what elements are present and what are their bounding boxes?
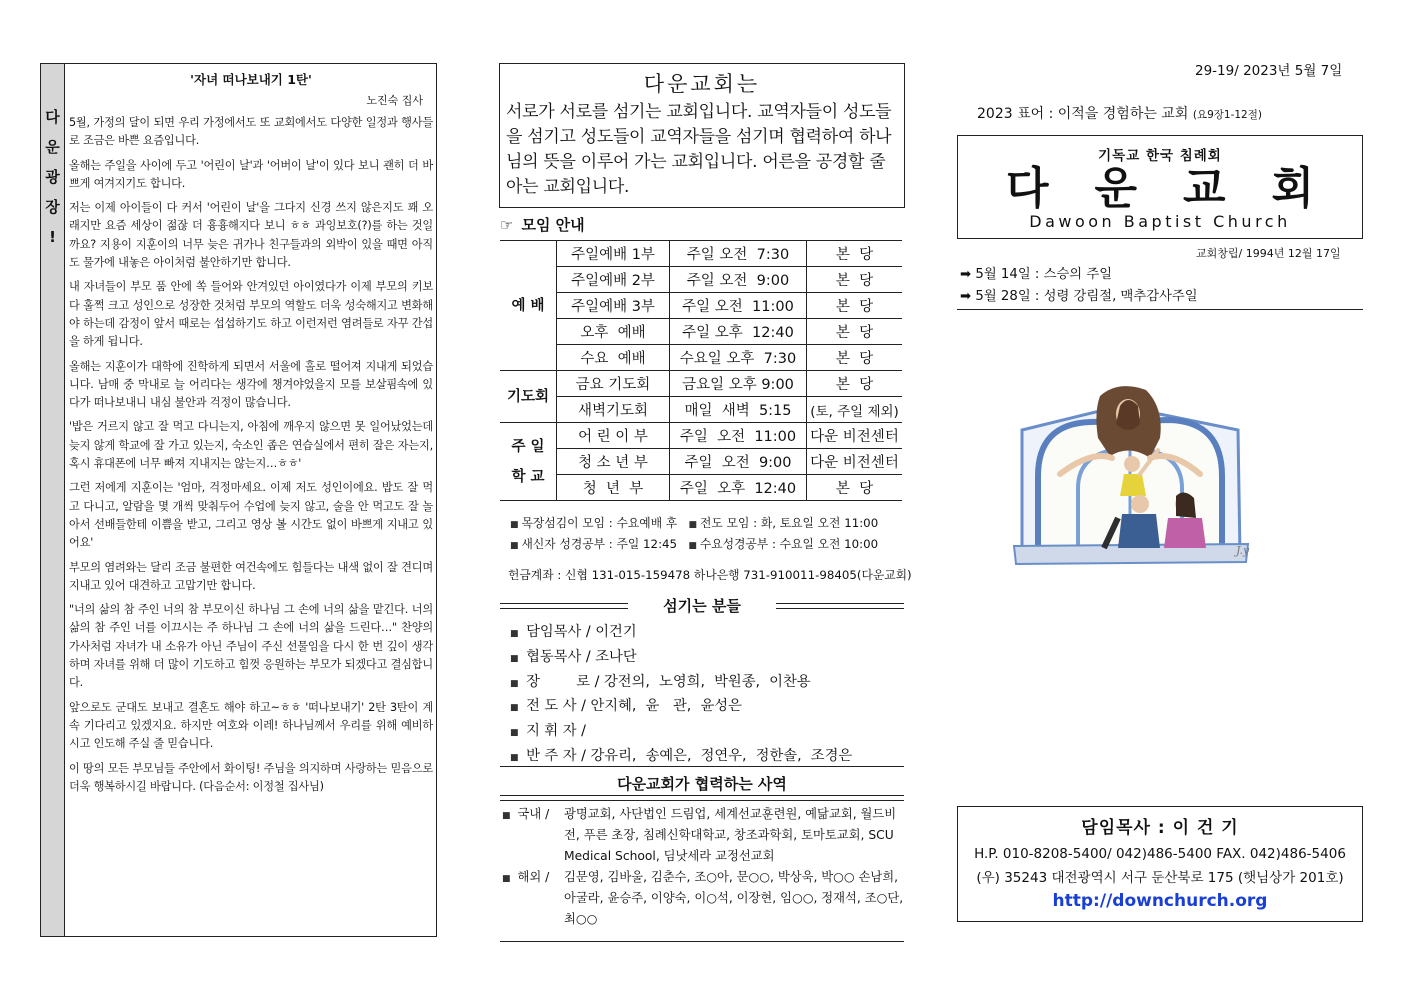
- side-title-char: !: [49, 228, 56, 246]
- list-item: [960, 286, 1198, 308]
- meeting-name: 새벽기도회: [557, 397, 670, 423]
- server-entry: 장 로 / 강전의, 노영희, 박원종, 이찬용: [526, 673, 811, 690]
- list-item: [510, 694, 910, 719]
- server-entry: 반 주 자 / 강유리, 송예은, 정연우, 정한솔, 조경은: [526, 747, 853, 764]
- pastor-name: 담임목사 : 이 건 기: [1081, 818, 1239, 838]
- church-title-box: [957, 135, 1363, 239]
- side-title-char: 운: [45, 138, 60, 156]
- essay-paragraph: 그런 저에게 지훈이는 '엄마, 걱정마세요. 이제 저도 성인이에요. 밥도 잘 먹고 다니고, 알람을 몇 개씩 맞춰두어 수업에 늦지 않고, 술을 안 먹고도 잘 놀아서 선배들한테 이쁨을 받고, 그리고 영상 볼 시간도 없이 바쁘게 지내고 있어요': [69, 481, 433, 550]
- table-row: [500, 345, 902, 371]
- divider: [500, 603, 628, 609]
- mission-title: 다운교회가 협력하는 사역: [617, 775, 787, 793]
- side-title-char: 다: [45, 108, 60, 126]
- essay-paragraph: 내 자녀들이 부모 품 안에 쏙 들어와 안겨있던 아이였다가 이제 부모의 키보다 훌쩍 크고 성인으로 성장한 것처럼 부모의 역할도 더욱 성숙해지고 변화해야 하는데 감정이 앞서 때로는 섭섭하기도 하고 이런저런 염려들로 자꾸 간섭을 하게 됩니다.: [69, 280, 433, 349]
- essay-paragraph: 저는 이제 아이들이 다 커서 '어린이 날'을 그다지 신경 쓰지 않은지도 꽤 오래지만 요즘 세상이 젊잖 더 흉흉해지다 보니 ㅎㅎ 과잉보호(?)를 하는 것일까요? 지용이 지훈이의 너무 늦은 귀가나 친구들과의 외박이 있을 때면 아직도 물가에 내놓은 아이처럼 불안하기만 합니다.: [69, 201, 433, 270]
- square-bullet-icon: ■: [688, 541, 697, 551]
- meeting-group-label: 주 일 학 교: [500, 423, 557, 501]
- divider: [500, 766, 904, 767]
- essay-author: 노진숙 집사: [366, 94, 423, 107]
- mission-value: 김문영, 김바울, 김춘수, 조○아, 문○○, 박상욱, 박○○ 손남희, 아굴라, 윤승주, 이양숙, 이○석, 이장현, 임○○, 정재석, 조○단, 최○○: [564, 870, 904, 926]
- table-row: [500, 449, 902, 475]
- meeting-name: 어 린 이 부: [557, 423, 670, 449]
- meeting-time: 금요일 오후 9:00: [670, 371, 807, 397]
- square-bullet-icon: ■: [510, 752, 519, 763]
- meeting-name: 청 년 부: [557, 475, 670, 501]
- square-bullet-icon: ■: [502, 874, 511, 884]
- arrow-right-icon: ➡: [960, 289, 972, 304]
- event-text: 5월 28일 : 성령 강림절, 맥추감사주일: [975, 289, 1198, 304]
- essay-paragraph: "너의 삶의 참 주인 너의 참 부모이신 하나님 그 손에 너의 삶을 맡긴다. 너의 삶의 참 주인 너를 이끄시는 주 하나님 그 손에 너의 삶을 드린다…" 찬양의 가사처럼 자녀가 내 소유가 아닌 주님이 주신 선물임을 다시 한 번 깊이 생각하며 자녀를 위해 더 많이 기도하고 힘껏 응원하는 부모가 되겠다고 결심합니다.: [69, 603, 433, 690]
- table-row: [500, 423, 902, 449]
- pointing-hand-icon: ☞: [500, 216, 514, 234]
- meeting-name: 주일예배 1부: [557, 241, 670, 267]
- divider: [957, 309, 1363, 310]
- meeting-place: 본 당: [807, 293, 903, 319]
- square-bullet-icon: ■: [510, 520, 519, 530]
- essay-title: '자녀 떠나보내기 1탄': [190, 72, 312, 87]
- meeting-place: 본 당: [807, 475, 903, 501]
- year-motto: [977, 103, 1262, 123]
- meeting-notes-line: [510, 535, 878, 552]
- square-bullet-icon: ■: [510, 629, 519, 639]
- server-entry: 협동목사 / 조나단: [526, 648, 637, 665]
- mission-label: 국내 /: [517, 807, 550, 821]
- meeting-place: 본 당: [807, 345, 903, 371]
- list-item: [500, 867, 904, 930]
- meeting-time: 주일 오전 11:00: [670, 293, 807, 319]
- meeting-group-label: 예 배: [500, 241, 557, 371]
- mission-value: 광명교회, 사단법인 드림업, 세계선교훈련원, 예닮교회, 월드비전, 푸른 초장, 침례신학대학교, 창조과학회, 토마토교회, SCU Medical School, 딤낫세라 교정선교회: [564, 807, 897, 863]
- meeting-time: 주일 오후 12:40: [670, 319, 807, 345]
- list-item: [510, 670, 910, 695]
- table-row: [500, 397, 902, 423]
- essay-paragraph: 5월, 가정의 달이 되면 우리 가정에서도 또 교회에서도 다양한 일정과 행사들로 조금은 바쁜 요즘입니다.: [69, 116, 433, 148]
- square-bullet-icon: ■: [510, 728, 519, 739]
- essay-panel: [40, 63, 437, 937]
- meeting-place: 다운 비전센터: [807, 449, 903, 475]
- mission-list: [500, 804, 904, 930]
- table-row: [500, 293, 902, 319]
- servers-title: 섬기는 분들: [663, 597, 741, 615]
- square-bullet-icon: ■: [510, 703, 519, 714]
- essay-paragraph: 앞으로도 군대도 보내고 결혼도 해야 하고~ㅎㅎ '떠나보내기' 2탄 3탄이 계속 기다리고 있겠지요. 하지만 여호와 이레! 하나님께서 우리를 위해 예비하시고 인도해 주실 줄 믿습니다.: [69, 700, 433, 751]
- meeting-place: (토, 주일 제외): [807, 397, 903, 423]
- intro-title: 다운교회는: [643, 72, 761, 96]
- meeting-place: 본 당: [807, 241, 903, 267]
- essay-paragraph: 부모의 염려와는 달리 조금 불편한 여건속에도 힘들다는 내색 없이 잘 견디며 지내고 있어 대견하고 고맙기만 합니다.: [69, 560, 433, 592]
- meeting-time: 주일 오전 9:00: [670, 449, 807, 475]
- motto-text: 2023 표어 : 이적을 경험하는 교회: [977, 106, 1189, 122]
- pastor-contact-box: [957, 806, 1363, 922]
- family-window-illustration: [1000, 378, 1262, 580]
- list-item: [510, 719, 910, 744]
- square-bullet-icon: ■: [510, 653, 519, 664]
- meeting-time: 매일 새벽 5:15: [670, 397, 807, 423]
- meetings-title: [500, 214, 585, 235]
- issue-date: 29-19/ 2023년 5월 7일: [1195, 63, 1343, 79]
- meeting-note: 새신자 성경공부 : 주일 12:45: [521, 537, 678, 551]
- meeting-time: 주일 오전 9:00: [670, 267, 807, 293]
- meeting-place: 다운 비전센터: [807, 423, 903, 449]
- servers-list: [510, 620, 910, 769]
- list-item: [510, 620, 910, 645]
- list-item: [510, 645, 910, 670]
- meeting-time: 주일 오전 7:30: [670, 241, 807, 267]
- divider: [500, 941, 904, 942]
- meeting-time: 주일 오후 12:40: [670, 475, 807, 501]
- meeting-name: 수요 예배: [557, 345, 670, 371]
- square-bullet-icon: ■: [502, 811, 511, 821]
- event-text: 5월 14일 : 스승의 주일: [975, 267, 1113, 282]
- meeting-name: 주일예배 3부: [557, 293, 670, 319]
- mission-label: 해외 /: [517, 870, 550, 884]
- table-row: [500, 371, 902, 397]
- square-bullet-icon: ■: [688, 520, 698, 530]
- meeting-note: 목장섬김이 모임 : 수요예배 후: [521, 516, 678, 530]
- side-title-char: 장: [45, 198, 60, 216]
- table-row: [500, 319, 902, 345]
- essay: [69, 68, 433, 802]
- meeting-notes-line: [510, 514, 878, 531]
- church-name: 다운교회: [1005, 163, 1360, 214]
- essay-paragraph: 이 땅의 모든 부모님들 주안에서 화이팅! 주님을 의지하며 사랑하는 믿음으로 더욱 행복하시길 바랍니다. (다음순서: 이정철 집사님): [69, 761, 433, 793]
- pastor-phone: H.P. 010-8208-5400/ 042)486-5400 FAX. 042)486-5406: [974, 846, 1346, 862]
- website-link[interactable]: http://downchurch.org: [1052, 891, 1268, 911]
- table-row: [500, 267, 902, 293]
- meeting-time: 주일 오전 11:00: [670, 423, 807, 449]
- denomination: 기독교 한국 침례회: [1098, 148, 1222, 164]
- server-entry: 지 휘 자 /: [526, 723, 586, 740]
- church-address: (우) 35243 대전광역시 서구 둔산북로 175 (햇님상가 201호): [976, 870, 1344, 886]
- motto-reference: (요9장1-12절): [1192, 109, 1262, 121]
- meeting-place: 본 당: [807, 267, 903, 293]
- list-item: [960, 264, 1198, 286]
- meeting-note: 전도 모임 : 화, 토요일 오전 11:00: [700, 516, 879, 530]
- meeting-place: 본 당: [807, 371, 903, 397]
- divider: [500, 795, 904, 801]
- illustration-signature: J.y: [1236, 544, 1250, 557]
- intro-box: [499, 63, 905, 208]
- meeting-name: 금요 기도회: [557, 371, 670, 397]
- offering-account: 헌금계좌 : 신협 131-015-159478 하나은행 731-910011-98405(다운교회): [508, 568, 912, 582]
- sidebar-strip: [41, 64, 65, 936]
- server-entry: 담임목사 / 이건기: [526, 624, 637, 640]
- arrow-right-icon: ➡: [960, 267, 972, 282]
- square-bullet-icon: ■: [510, 541, 519, 551]
- founded-date: 교회창립/ 1994년 12월 17일: [1196, 247, 1341, 260]
- side-title-char: 광: [45, 168, 60, 186]
- list-item: [500, 804, 904, 867]
- server-entry: 전 도 사 / 안지혜, 윤 관, 윤성은: [526, 698, 742, 715]
- servers-heading: [500, 595, 904, 616]
- meeting-name: 주일예배 2부: [557, 267, 670, 293]
- meeting-time: 수요일 오후 7:30: [670, 345, 807, 371]
- meeting-note: 수요성경공부 : 수요일 오전 10:00: [699, 537, 879, 551]
- meetings-title-text: 모임 안내: [521, 216, 585, 234]
- meeting-group-label: 기도회: [500, 371, 557, 423]
- meeting-name: 오후 예배: [557, 319, 670, 345]
- essay-paragraph: 올해는 주일을 사이에 두고 '어린이 날'과 '어버이 날'이 있다 보니 괜히 더 바쁘게 여겨지기도 합니다.: [69, 158, 433, 190]
- meetings-table: [500, 240, 902, 501]
- meeting-name: 청 소 년 부: [557, 449, 670, 475]
- essay-paragraph: 올해는 지훈이가 대학에 진학하게 되면서 서울에 홀로 떨어져 지내게 되었습니다. 남매 중 막내로 늘 어리다는 생각에 챙겨야었을지 모를 보살핌속에 있다가 떠나보내니 내심 불안과 걱정이 많습니다.: [69, 359, 433, 410]
- side-title: [41, 102, 64, 252]
- meeting-place: 본 당: [807, 319, 903, 345]
- table-row: [500, 475, 902, 501]
- table-row: [500, 241, 902, 267]
- mission-heading: [500, 773, 904, 794]
- square-bullet-icon: ■: [510, 678, 519, 689]
- intro-text: 서로가 서로를 섬기는 교회입니다. 교역자들이 성도들을 섬기고 성도들이 교역자들을 섬기며 협력하여 하나님의 뜻을 이루어 가는 교회입니다. 어른을 공경할 줄 아는 교회입니다.: [506, 102, 892, 197]
- divider: [776, 603, 904, 609]
- church-english-name: Dawoon Baptist Church: [1029, 212, 1291, 231]
- essay-paragraph: '밥은 거르지 않고 잘 먹고 다니는지, 아침에 깨우지 않으면 못 일어났었는데 늦지 않게 학교에 잘 가고 있는지, 숙소인 좁은 연습실에서 편히 잘은 자는지, 혹시 휴대폰에 너무 빠져 지내지는 않는지…ㅎㅎ': [69, 420, 433, 471]
- events-list: [960, 264, 1198, 308]
